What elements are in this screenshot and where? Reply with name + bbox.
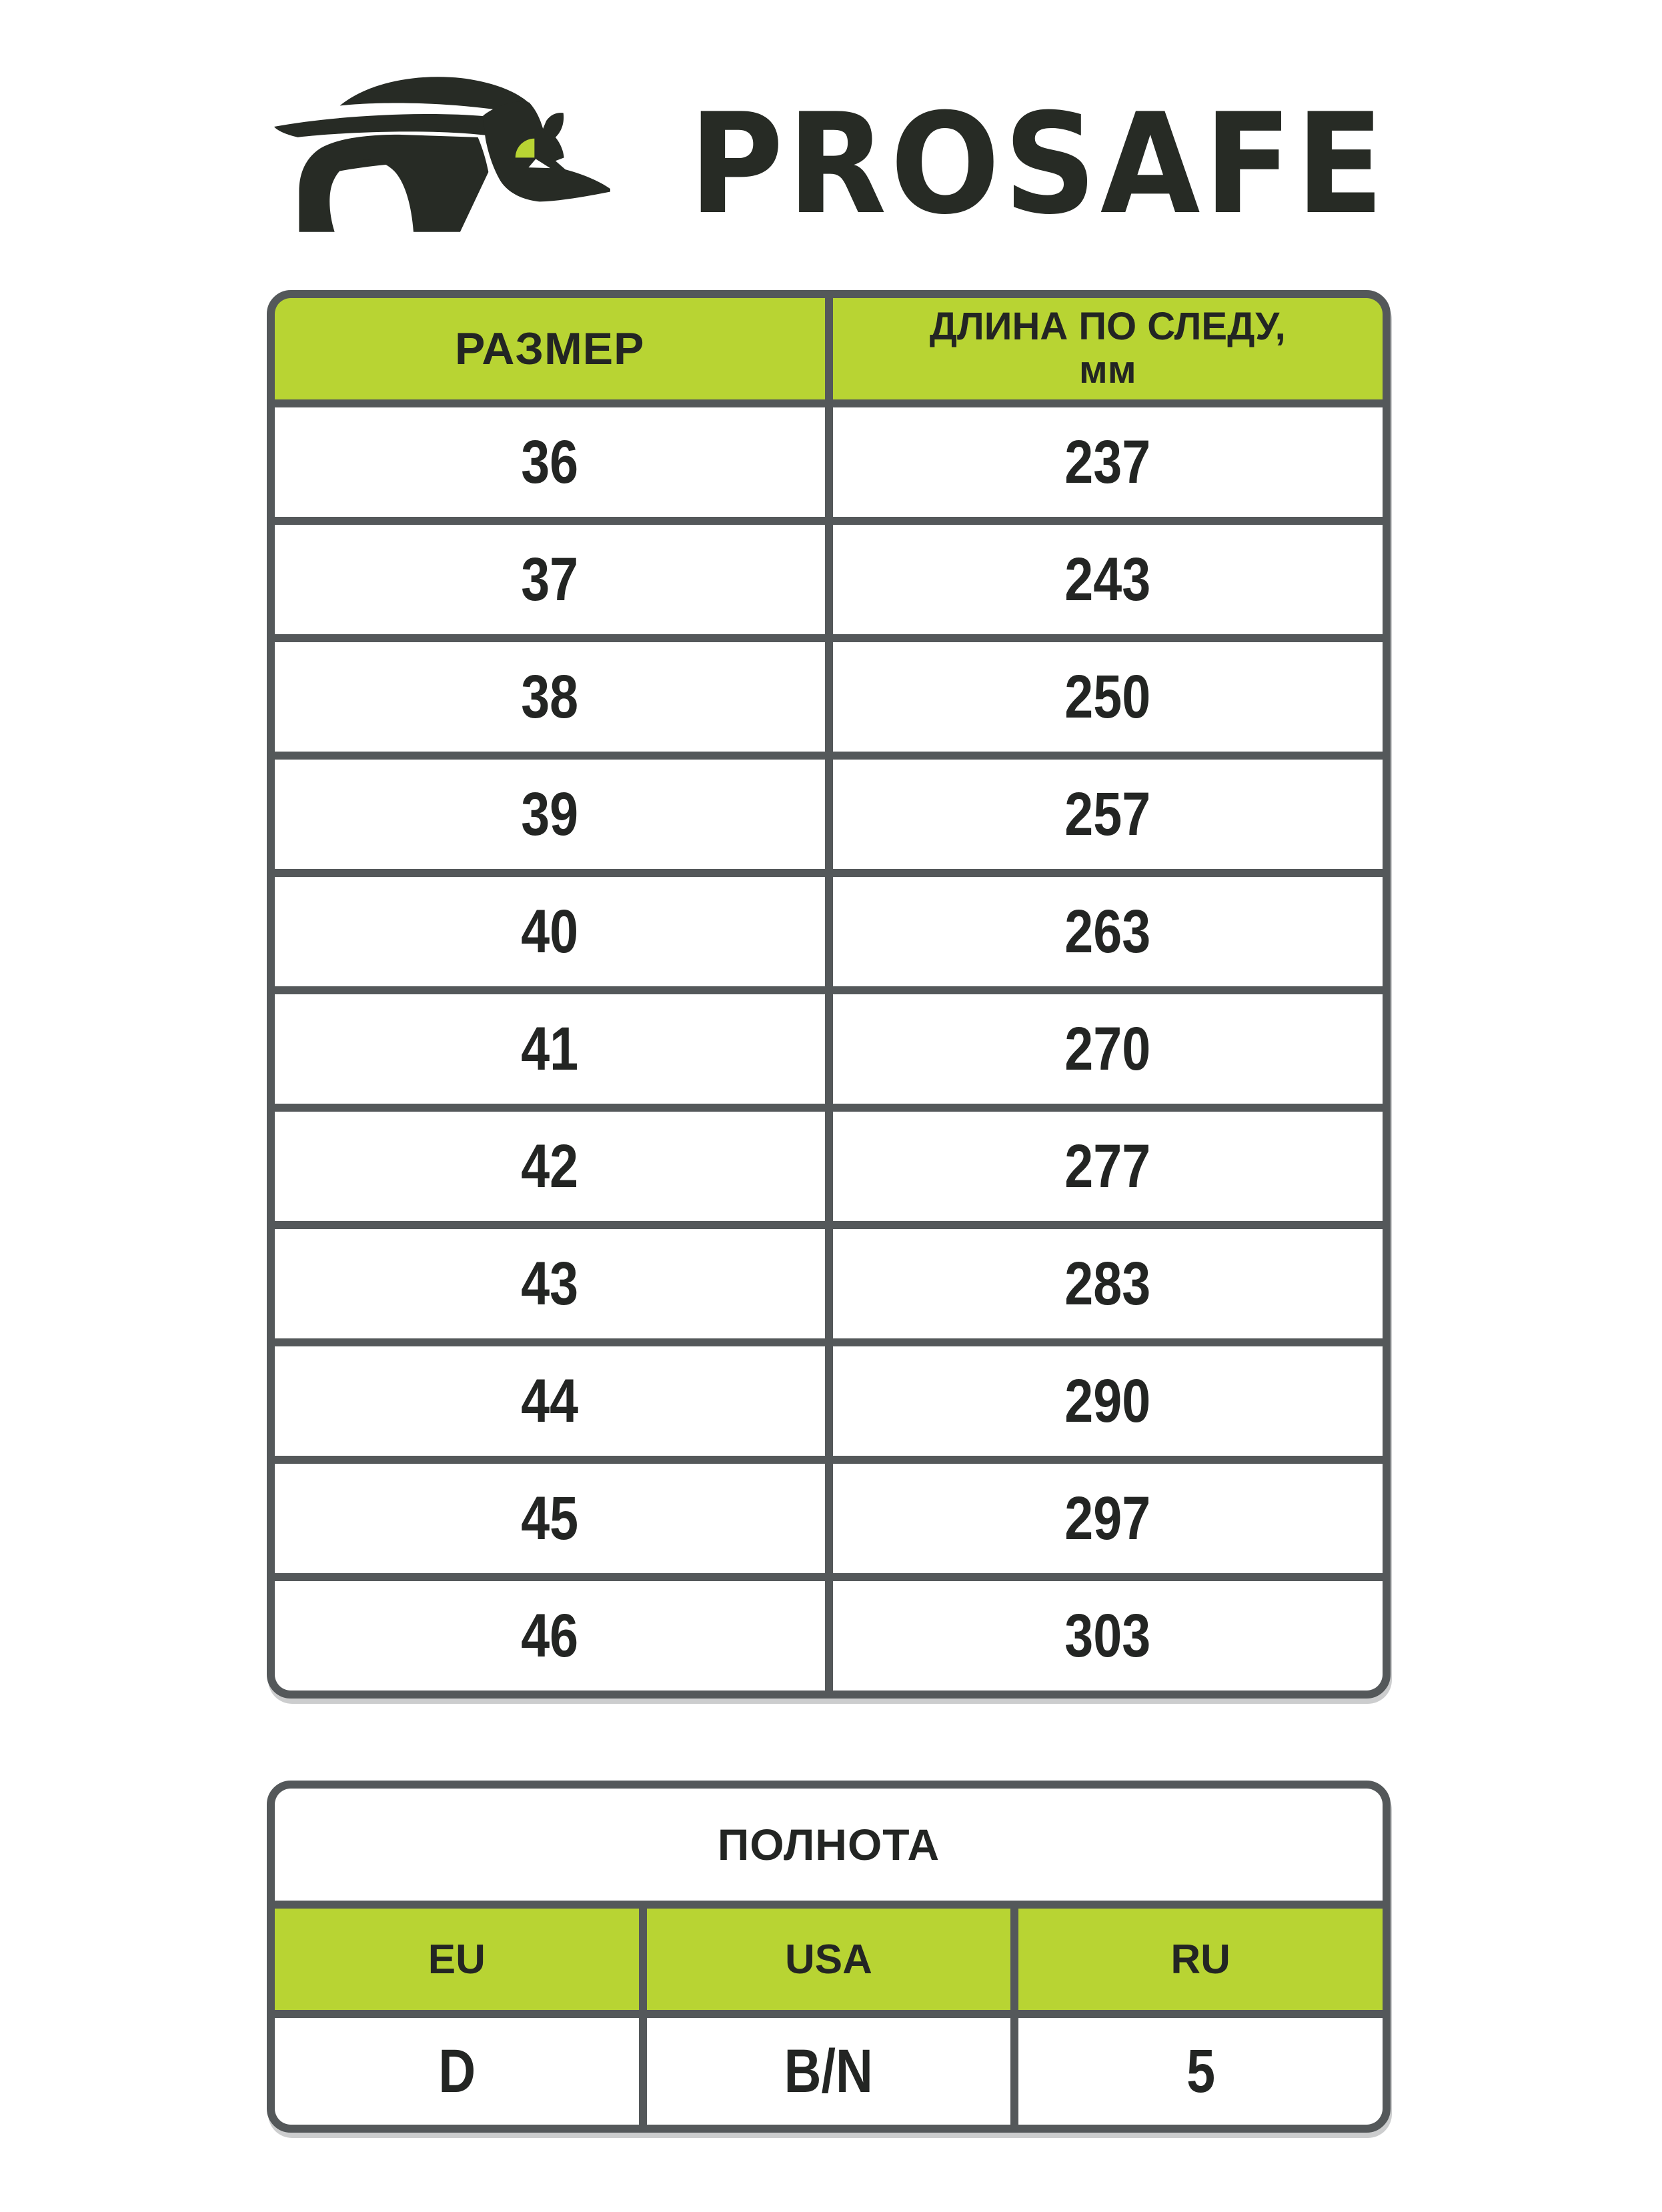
- header-size-label: РАЗМЕР: [455, 323, 645, 374]
- width-table-title: ПОЛНОТА: [717, 1820, 940, 1869]
- length-cell-row1-value: 243: [1064, 545, 1151, 614]
- length-cell-row1: [833, 525, 1383, 634]
- length-cell-row2: [833, 642, 1383, 752]
- size-table-header-length: [833, 298, 1383, 399]
- length-cell-row10: [833, 1581, 1383, 1691]
- size-cell-row9: [275, 1464, 825, 1573]
- size-cell-row3-value: 39: [521, 780, 579, 848]
- rhino-icon: [260, 37, 610, 267]
- size-cell-row9-value: 45: [521, 1484, 579, 1552]
- ru-label: RU: [1170, 1936, 1230, 1983]
- size-cell-row5: [275, 994, 825, 1104]
- header-length-line2: мм: [1078, 348, 1136, 391]
- length-cell-row10-value: 303: [1064, 1601, 1151, 1670]
- size-cell-row1-value: 37: [521, 545, 579, 614]
- length-cell-row6-value: 277: [1064, 1132, 1151, 1200]
- width-value-eu: [275, 2018, 639, 2125]
- length-cell-row3: [833, 760, 1383, 869]
- size-cell-row3: [275, 760, 825, 869]
- length-cell-row3-value: 257: [1064, 780, 1151, 848]
- length-cell-row5-value: 270: [1064, 1014, 1151, 1083]
- size-cell-row8-value: 44: [521, 1366, 579, 1435]
- size-table: [267, 290, 1391, 1699]
- size-cell-row4: [275, 877, 825, 986]
- ru-value: 5: [1186, 2037, 1215, 2105]
- size-table-header-size: [275, 298, 825, 399]
- length-cell-row7: [833, 1229, 1383, 1338]
- size-cell-row10: [275, 1581, 825, 1691]
- length-cell-row0: [833, 407, 1383, 517]
- width-header-usa: [647, 1909, 1011, 2010]
- header-length-line1: ДЛИНА ПО СЛЕДУ,: [929, 305, 1286, 349]
- width-header-eu: [275, 1909, 639, 2010]
- size-cell-row2: [275, 642, 825, 752]
- eu-value: D: [438, 2037, 476, 2105]
- length-cell-row0-value: 237: [1064, 427, 1151, 496]
- size-cell-row2-value: 38: [521, 662, 579, 731]
- length-cell-row8-value: 290: [1064, 1366, 1151, 1435]
- width-value-ru: [1018, 2018, 1383, 2125]
- brand-logo: [260, 37, 1394, 267]
- size-cell-row5-value: 41: [521, 1014, 579, 1083]
- length-cell-row6: [833, 1112, 1383, 1221]
- width-value-usa: [647, 2018, 1011, 2125]
- length-cell-row4-value: 263: [1064, 897, 1151, 966]
- width-table-title-cell: [275, 1789, 1383, 1901]
- length-cell-row9-value: 297: [1064, 1484, 1151, 1552]
- size-cell-row0-value: 36: [521, 427, 579, 496]
- eu-label: EU: [428, 1936, 486, 1983]
- width-header-ru: [1018, 1909, 1383, 2010]
- size-cell-row7-value: 43: [521, 1249, 579, 1318]
- length-cell-row8: [833, 1346, 1383, 1456]
- length-cell-row4: [833, 877, 1383, 986]
- size-cell-row10-value: 46: [521, 1601, 579, 1670]
- brand-wordmark: PROSAFE: [689, 83, 1388, 245]
- size-cell-row0: [275, 407, 825, 517]
- size-cell-row6-value: 42: [521, 1132, 579, 1200]
- length-cell-row5: [833, 994, 1383, 1104]
- usa-label: USA: [785, 1936, 872, 1983]
- length-cell-row2-value: 250: [1064, 662, 1151, 731]
- size-cell-row8: [275, 1346, 825, 1456]
- size-cell-row6: [275, 1112, 825, 1221]
- length-cell-row7-value: 283: [1064, 1249, 1151, 1318]
- usa-value: B/N: [784, 2037, 874, 2105]
- size-cell-row1: [275, 525, 825, 634]
- size-cell-row7: [275, 1229, 825, 1338]
- length-cell-row9: [833, 1464, 1383, 1573]
- size-cell-row4-value: 40: [521, 897, 579, 966]
- width-table: [267, 1781, 1391, 2133]
